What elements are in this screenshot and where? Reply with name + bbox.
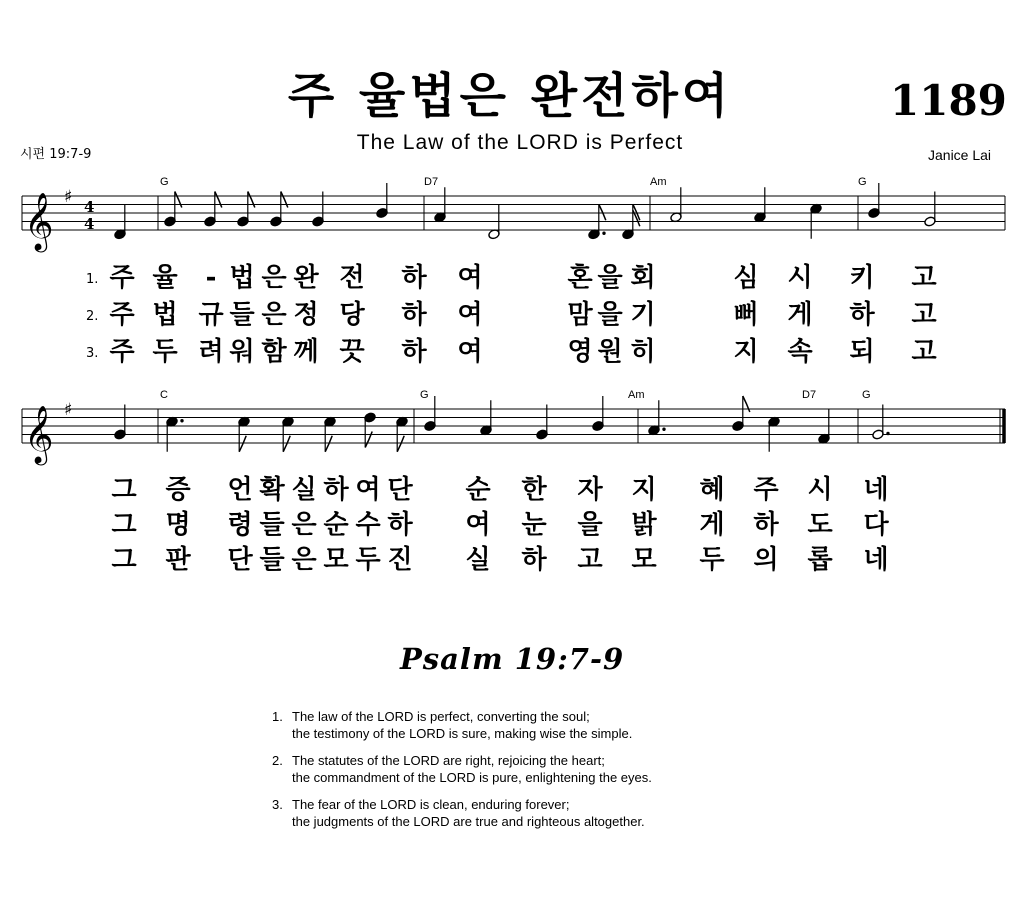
verse-number: 1.: [86, 272, 99, 287]
lyric-syllable: 단: [227, 545, 253, 575]
lyric-syllable: 들: [229, 300, 255, 330]
lyrics-system1-verse1: [0, 265, 1024, 295]
lyric-syllable: 뻐: [733, 300, 759, 330]
lyric-syllable: 순: [323, 510, 349, 540]
lyric-syllable: 주: [109, 337, 135, 367]
lyric-syllable: 그: [111, 510, 137, 540]
verse-line: the judgments of the LORD are true and righteous altogether.: [292, 814, 645, 829]
lyric-syllable: 들: [259, 510, 285, 540]
lyric-syllable: 여: [355, 475, 381, 505]
lyric-syllable: 단: [387, 475, 413, 505]
note-flag: [599, 204, 606, 220]
verse-line: The statutes of the LORD are right, rejoicing the heart;: [292, 753, 605, 768]
lyric-syllable: 증: [165, 475, 191, 505]
verse-number: 2.: [272, 753, 283, 768]
lyric-syllable: 속: [787, 337, 813, 367]
lyric-syllable: 은: [261, 263, 287, 293]
lyric-syllable: 밝: [631, 510, 657, 540]
lyric-syllable: 키: [849, 263, 875, 293]
lyric-syllable: 령: [227, 510, 253, 540]
lyric-syllable: 네: [863, 545, 889, 575]
scripture-verse-1: [272, 708, 832, 742]
verse-number: 1.: [272, 709, 283, 724]
verse-line: The law of the LORD is perfect, converting the soul;: [292, 709, 590, 724]
note-flag: [281, 192, 288, 208]
composer-credit: Janice Lai: [928, 147, 992, 163]
lyric-syllable: 명: [165, 510, 191, 540]
note-flag: [248, 192, 255, 208]
lyric-syllable: 심: [733, 263, 759, 293]
lyric-syllable: 실: [291, 475, 317, 505]
lyric-syllable: 두: [355, 545, 381, 575]
lyric-syllable: 원: [597, 337, 623, 367]
lyric-syllable: 주: [753, 475, 779, 505]
lyric-syllable: 네: [863, 475, 889, 505]
lyric-syllable: 혼: [567, 263, 593, 293]
lyric-syllable: 은: [291, 510, 317, 540]
lyric-syllable: 께: [293, 337, 319, 367]
lyric-syllable: 실: [465, 545, 491, 575]
lyric-syllable: 하: [401, 337, 427, 367]
lyric-syllable: 되: [849, 337, 875, 367]
lyric-syllable: 시: [787, 263, 813, 293]
lyrics-system1-verse2: [0, 302, 1024, 332]
lyric-syllable: 하: [521, 545, 547, 575]
verse-line: The fear of the LORD is clean, enduring forever;: [292, 797, 570, 812]
note-flag: [397, 436, 404, 452]
lyric-syllable: 한: [521, 475, 547, 505]
lyric-syllable: 주: [109, 263, 135, 293]
time-signature-top: 4: [84, 198, 95, 216]
lyric-syllable: 함: [261, 337, 287, 367]
lyric-syllable: 게: [699, 510, 725, 540]
lyric-syllable: 규: [198, 300, 224, 330]
lyrics-system2-verse1: [0, 477, 1024, 507]
lyric-syllable: 정: [293, 300, 319, 330]
lyric-syllable: 하: [387, 510, 413, 540]
lyric-syllable: 도: [807, 510, 833, 540]
lyric-syllable: 하: [753, 510, 779, 540]
scripture-verse-2: [272, 752, 832, 786]
lyric-syllable: 을: [597, 263, 623, 293]
lyric-syllable: 게: [787, 300, 813, 330]
note-dot: [662, 428, 665, 431]
note-flag: [743, 396, 750, 412]
lyric-syllable: 확: [259, 475, 285, 505]
lyric-syllable: 법: [152, 300, 178, 330]
treble-clef-icon: 𝄞: [24, 192, 54, 250]
lyric-syllable: 그: [111, 545, 137, 575]
note-dot: [602, 232, 605, 235]
chord-symbol: C: [160, 389, 168, 401]
scripture-verse-3: [272, 796, 832, 830]
hymn-title: 주 율법은 완전하여: [287, 68, 733, 124]
lyric-syllable: 히: [630, 337, 656, 367]
chord-symbol: Am: [650, 176, 667, 188]
lyric-syllable: 완: [293, 263, 319, 293]
lyric-syllable: 그: [111, 475, 137, 505]
lyric-syllable: 영: [567, 337, 593, 367]
note-flag: [283, 436, 290, 452]
lyric-syllable: 하: [401, 300, 427, 330]
lyric-syllable: 법: [229, 263, 255, 293]
lyric-syllable: 순: [465, 475, 491, 505]
lyric-syllable: 지: [733, 337, 759, 367]
lyric-syllable: 들: [259, 545, 285, 575]
lyric-syllable: 진: [387, 545, 413, 575]
sharp-icon: ♯: [64, 187, 73, 207]
lyric-syllable: 고: [911, 337, 937, 367]
verse-line: the commandment of the LORD is pure, enlightening the eyes.: [292, 770, 652, 785]
lyric-syllable: 모: [631, 545, 657, 575]
lyric-syllable: 여: [457, 337, 483, 367]
lyric-syllable: 두: [152, 337, 178, 367]
lyric-syllable: 고: [911, 263, 937, 293]
note-flag: [325, 436, 332, 452]
lyric-syllable: 다: [863, 510, 889, 540]
verse-number: 3.: [86, 346, 99, 361]
note-flag: [175, 192, 182, 208]
chord-symbol: G: [862, 389, 871, 401]
lyric-syllable: 의: [753, 545, 779, 575]
lyric-syllable: 끗: [339, 337, 365, 367]
lyric-syllable: 지: [631, 475, 657, 505]
lyric-syllable: 고: [577, 545, 603, 575]
chord-symbol: G: [160, 176, 169, 188]
lyric-syllable: 맘: [567, 300, 593, 330]
chord-symbol: Am: [628, 389, 645, 401]
lyric-syllable: 수: [355, 510, 381, 540]
lyric-syllable: 주: [109, 300, 135, 330]
chord-symbol: G: [858, 176, 867, 188]
lyric-syllable: 여: [457, 263, 483, 293]
lyric-syllable: 을: [597, 300, 623, 330]
note-dot: [180, 419, 183, 422]
verse-number: 3.: [272, 797, 283, 812]
verse-line: the testimony of the LORD is sure, making wise the simple.: [292, 726, 633, 741]
note-flag: [365, 432, 372, 448]
lyric-syllable: 모: [323, 545, 349, 575]
chord-symbol: D7: [802, 389, 817, 401]
chord-symbol: D7: [424, 176, 439, 188]
sharp-icon: ♯: [64, 400, 73, 420]
lyric-syllable: 판: [165, 545, 191, 575]
time-signature-bottom: 4: [84, 215, 95, 233]
lyric-syllable: 당: [339, 300, 365, 330]
lyric-syllable: 고: [911, 300, 937, 330]
lyric-syllable: 혜: [699, 475, 725, 505]
lyric-syllable: 시: [807, 475, 833, 505]
lyric-syllable: 여: [465, 510, 491, 540]
treble-clef-icon: 𝄞: [24, 405, 54, 463]
hymn-number: 1189: [890, 76, 1007, 125]
lyric-syllable: 율: [152, 263, 178, 293]
lyric-syllable: 려: [198, 337, 224, 367]
english-subtitle: The Law of the LORD is Perfect: [356, 131, 684, 154]
lyric-syllable: 롭: [807, 545, 833, 575]
lyrics-system1-verse3: [0, 339, 1024, 369]
lyric-syllable: -: [205, 263, 217, 293]
lyrics-system2-verse2: [0, 512, 1024, 542]
lyric-syllable: 자: [577, 475, 603, 505]
lyric-syllable: 은: [261, 300, 287, 330]
lyric-syllable: 기: [630, 300, 656, 330]
lyric-syllable: 전: [339, 263, 365, 293]
lyric-syllable: 여: [457, 300, 483, 330]
lyric-syllable: 회: [630, 263, 656, 293]
note-dot: [886, 432, 889, 435]
lyric-syllable: 언: [227, 475, 253, 505]
lyric-syllable: 은: [291, 545, 317, 575]
lyric-syllable: 워: [229, 337, 255, 367]
note-flag: [215, 192, 222, 208]
lyric-syllable: 하: [323, 475, 349, 505]
lyric-syllable: 을: [577, 510, 603, 540]
lyric-syllable: 눈: [521, 510, 547, 540]
verse-number: 2.: [86, 309, 99, 324]
note-flag: [239, 436, 246, 452]
scripture-reference: 시편 19:7-9: [20, 147, 92, 162]
lyric-syllable: 하: [401, 263, 427, 293]
lyrics-system2-verse3: [0, 547, 1024, 577]
lyric-syllable: 하: [849, 300, 875, 330]
lyric-syllable: 두: [699, 545, 725, 575]
scripture-verses: [272, 708, 832, 840]
chord-symbol: G: [420, 389, 429, 401]
psalm-heading: Psalm 19:7-9: [400, 642, 625, 676]
